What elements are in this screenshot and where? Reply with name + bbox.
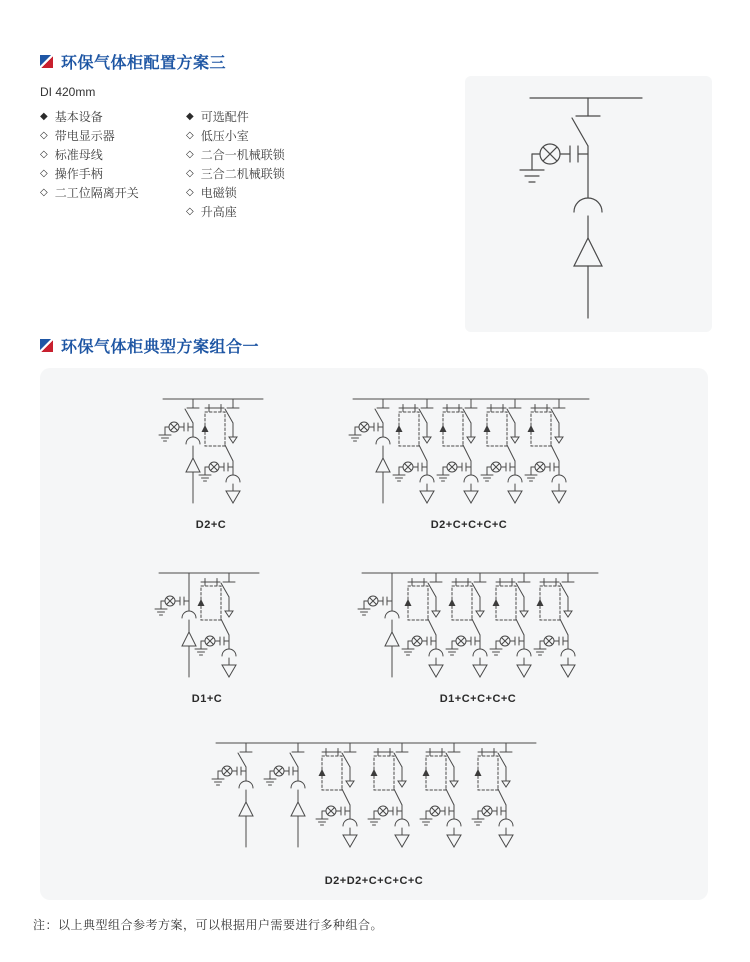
striker-icon: [493, 599, 500, 606]
equipment-label: 带电显示器: [54, 129, 115, 143]
striker-icon: [475, 769, 482, 776]
load-break-switch-icon: [395, 819, 409, 826]
single-line-diagram: [345, 391, 593, 509]
diagram-label: D2+C+C+C+C: [430, 519, 508, 531]
fuse-compartment: [493, 586, 517, 620]
diagram-D2+C+C+C+C: [345, 391, 593, 531]
fuse-compartment: [537, 586, 561, 620]
branch-C: [437, 399, 478, 503]
load-break-switch-icon: [499, 819, 513, 826]
voltage-indicator-lamp-earth-icon: [155, 596, 189, 615]
single-line-diagram: [354, 565, 602, 683]
cable-plug-icon: [574, 238, 602, 266]
load-break-switch-icon: [552, 475, 566, 482]
fuse-compartment: [319, 756, 343, 790]
voltage-indicator-lamp-earth-icon: [195, 636, 229, 655]
load-break-switch-icon: [508, 475, 522, 482]
equipment-label: 电磁锁: [200, 186, 237, 200]
equipment-header: [186, 107, 285, 126]
section1-title-row: [40, 50, 226, 73]
branch-C: [525, 399, 566, 503]
combination-diagrams-card: [40, 368, 708, 900]
diagram-label: D1+C: [191, 693, 223, 705]
branch-C: [534, 573, 575, 677]
hollow-diamond-icon: ◇: [40, 168, 48, 179]
cable-plug-icon: [182, 632, 196, 646]
scheme-diagram-card: [465, 76, 712, 332]
fuse-compartment: [198, 586, 222, 620]
fuse-compartment: [202, 412, 226, 446]
section2-title: 环保气体柜典型方案组合一: [61, 339, 260, 356]
equipment-header: [40, 107, 186, 126]
load-break-switch-icon: [239, 781, 253, 788]
diagram-label: D1+C+C+C+C: [439, 693, 517, 705]
fuse-compartment: [423, 756, 447, 790]
equipment-item: [186, 183, 285, 202]
filled-diamond-icon: ◆: [186, 111, 194, 122]
load-break-switch-icon: [473, 649, 487, 656]
dimension-label: DI 420mm: [40, 85, 96, 99]
outgoing-cable-icon: [499, 835, 513, 847]
load-break-switch-icon: [222, 649, 236, 656]
branch-D2: [159, 399, 200, 503]
branch-D2: [349, 399, 390, 503]
branch-D2: [264, 743, 305, 847]
outgoing-cable-icon: [447, 835, 461, 847]
load-break-switch-icon: [447, 819, 461, 826]
striker-icon: [198, 599, 205, 606]
striker-icon: [396, 425, 403, 432]
hollow-diamond-icon: ◇: [186, 168, 194, 179]
branch-C: [393, 399, 434, 503]
branch-C: [199, 399, 240, 503]
outgoing-cable-icon: [226, 491, 240, 503]
filled-diamond-icon: ◆: [40, 111, 48, 122]
outgoing-cable-icon: [552, 491, 566, 503]
section-marker-icon: [40, 339, 53, 352]
equipment-label: 标准母线: [54, 148, 103, 162]
contact-arrow-icon: [502, 781, 510, 787]
diagram-D1+C: [151, 565, 263, 705]
striker-icon: [319, 769, 326, 776]
section2-title-row: [40, 334, 259, 357]
outgoing-cable-icon: [517, 665, 531, 677]
load-break-switch-icon: [376, 437, 390, 444]
diagram-D2+C: [155, 391, 267, 531]
fuse-compartment: [449, 586, 473, 620]
contact-arrow-icon: [225, 611, 233, 617]
voltage-indicator-lamp-earth-icon: [358, 596, 392, 615]
voltage-indicator-lamp-earth-icon: [316, 806, 350, 825]
equipment-label: 操作手柄: [54, 167, 103, 181]
voltage-indicator-lamp-earth-icon: [520, 144, 588, 182]
branch-C: [490, 573, 531, 677]
single-line-diagram: [518, 88, 654, 324]
contact-arrow-icon: [564, 611, 572, 617]
cable-plug-icon: [186, 458, 200, 472]
voltage-indicator-lamp-earth-icon: [472, 806, 506, 825]
equipment-label: 三合二机械联锁: [200, 167, 285, 181]
hollow-diamond-icon: ◇: [186, 187, 194, 198]
contact-arrow-icon: [432, 611, 440, 617]
striker-icon: [202, 425, 209, 432]
voltage-indicator-lamp-earth-icon: [446, 636, 480, 655]
fuse-compartment: [475, 756, 499, 790]
diagram-label: D2+D2+C+C+C+C: [324, 875, 424, 887]
branch-D2: [212, 743, 253, 847]
branch-D2: [520, 98, 602, 318]
striker-icon: [423, 769, 430, 776]
outgoing-cable-icon: [222, 665, 236, 677]
equipment-item: [186, 145, 285, 164]
equipment-label: 升高座: [200, 205, 237, 219]
fuse-compartment: [440, 412, 464, 446]
contact-arrow-icon: [346, 781, 354, 787]
branch-D1: [155, 573, 196, 677]
hollow-diamond-icon: ◇: [40, 149, 48, 160]
fuse-compartment: [405, 586, 429, 620]
equipment-item: [40, 183, 186, 202]
equipment-item: [186, 202, 285, 221]
equipment-label: 低压小室: [200, 129, 249, 143]
diagram-D2+D2+C+C+C+C: [208, 735, 540, 887]
diagram-label: D2+C: [195, 519, 227, 531]
striker-icon: [449, 599, 456, 606]
branch-C: [316, 743, 357, 847]
load-break-switch-icon: [291, 781, 305, 788]
load-break-switch-icon: [182, 611, 196, 618]
voltage-indicator-lamp-earth-icon: [393, 462, 427, 481]
single-line-diagram: [155, 391, 267, 509]
contact-arrow-icon: [476, 611, 484, 617]
outgoing-cable-icon: [561, 665, 575, 677]
striker-icon: [405, 599, 412, 606]
contact-arrow-icon: [229, 437, 237, 443]
voltage-indicator-lamp-earth-icon: [490, 636, 524, 655]
load-break-switch-icon: [574, 198, 602, 212]
load-break-switch-icon: [464, 475, 478, 482]
footnote: 注：以上典型组合参考方案，可以根据用户需要进行多种组合。: [33, 918, 384, 932]
fuse-compartment: [371, 756, 395, 790]
single-line-diagram: [208, 735, 540, 853]
branch-C: [368, 743, 409, 847]
contact-arrow-icon: [511, 437, 519, 443]
equipment-column: [40, 107, 186, 221]
diagram-D1+C+C+C+C: [354, 565, 602, 705]
outgoing-cable-icon: [473, 665, 487, 677]
cable-plug-icon: [239, 802, 253, 816]
contact-arrow-icon: [423, 437, 431, 443]
outgoing-cable-icon: [395, 835, 409, 847]
voltage-indicator-lamp-earth-icon: [437, 462, 471, 481]
voltage-indicator-lamp-earth-icon: [349, 422, 383, 441]
striker-icon: [371, 769, 378, 776]
voltage-indicator-lamp-earth-icon: [212, 766, 246, 785]
section1-title: 环保气体柜配置方案三: [61, 55, 227, 72]
load-break-switch-icon: [343, 819, 357, 826]
voltage-indicator-lamp-earth-icon: [534, 636, 568, 655]
branch-C: [195, 573, 236, 677]
contact-arrow-icon: [398, 781, 406, 787]
load-break-switch-icon: [420, 475, 434, 482]
equipment-label: 二工位隔离开关: [54, 186, 139, 200]
outgoing-cable-icon: [429, 665, 443, 677]
single-line-diagram: [151, 565, 263, 683]
voltage-indicator-lamp-earth-icon: [525, 462, 559, 481]
voltage-indicator-lamp-earth-icon: [264, 766, 298, 785]
branch-C: [446, 573, 487, 677]
load-break-switch-icon: [517, 649, 531, 656]
contact-arrow-icon: [467, 437, 475, 443]
hollow-diamond-icon: ◇: [186, 149, 194, 160]
hollow-diamond-icon: ◇: [186, 130, 194, 141]
voltage-indicator-lamp-earth-icon: [481, 462, 515, 481]
equipment-item: [186, 126, 285, 145]
cable-plug-icon: [291, 802, 305, 816]
equipment-item: [186, 164, 285, 183]
branch-C: [420, 743, 461, 847]
equipment-column: [186, 107, 285, 221]
voltage-indicator-lamp-earth-icon: [159, 422, 193, 441]
cable-plug-icon: [385, 632, 399, 646]
voltage-indicator-lamp-earth-icon: [420, 806, 454, 825]
fuse-compartment: [484, 412, 508, 446]
equipment-label: 可选配件: [200, 110, 249, 124]
voltage-indicator-lamp-earth-icon: [199, 462, 233, 481]
load-break-switch-icon: [226, 475, 240, 482]
section-marker-icon: [40, 55, 53, 68]
contact-arrow-icon: [555, 437, 563, 443]
equipment-label: 基本设备: [54, 110, 103, 124]
outgoing-cable-icon: [508, 491, 522, 503]
branch-C: [402, 573, 443, 677]
branch-D1: [358, 573, 399, 677]
hollow-diamond-icon: ◇: [40, 187, 48, 198]
hollow-diamond-icon: ◇: [40, 130, 48, 141]
equipment-item: [40, 145, 186, 164]
hollow-diamond-icon: ◇: [186, 206, 194, 217]
fuse-compartment: [528, 412, 552, 446]
voltage-indicator-lamp-earth-icon: [368, 806, 402, 825]
striker-icon: [537, 599, 544, 606]
branch-C: [481, 399, 522, 503]
striker-icon: [484, 425, 491, 432]
striker-icon: [440, 425, 447, 432]
equipment-lists: [40, 107, 285, 221]
branch-C: [472, 743, 513, 847]
contact-arrow-icon: [520, 611, 528, 617]
load-break-switch-icon: [385, 611, 399, 618]
outgoing-cable-icon: [343, 835, 357, 847]
fuse-compartment: [396, 412, 420, 446]
load-break-switch-icon: [561, 649, 575, 656]
outgoing-cable-icon: [420, 491, 434, 503]
cable-plug-icon: [376, 458, 390, 472]
load-break-switch-icon: [429, 649, 443, 656]
voltage-indicator-lamp-earth-icon: [402, 636, 436, 655]
equipment-item: [40, 126, 186, 145]
equipment-label: 二合一机械联锁: [200, 148, 285, 162]
equipment-item: [40, 164, 186, 183]
striker-icon: [528, 425, 535, 432]
load-break-switch-icon: [186, 437, 200, 444]
contact-arrow-icon: [450, 781, 458, 787]
outgoing-cable-icon: [464, 491, 478, 503]
